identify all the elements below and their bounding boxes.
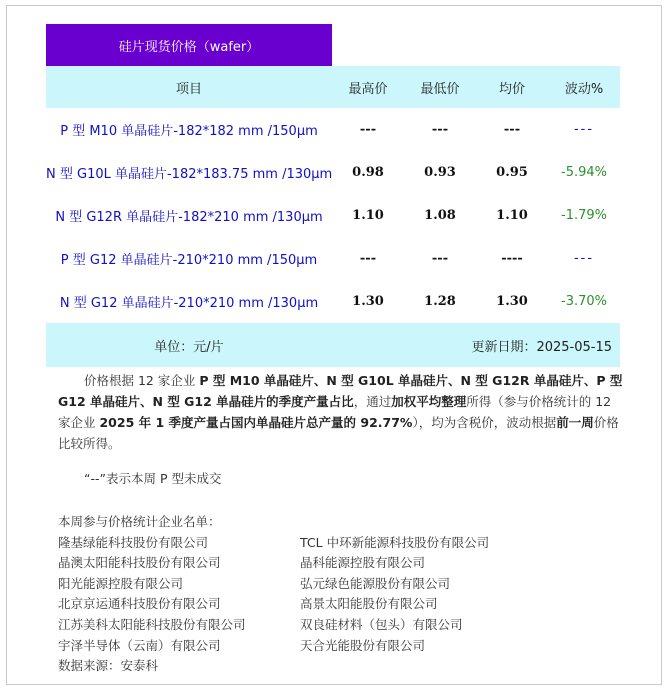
unit-label: 单位：元/片	[46, 323, 332, 367]
methodology-note	[58, 370, 624, 454]
product-name: P 型 M10 单晶硅片-182*182 mm /150μm	[60, 124, 318, 139]
note-text: 价格根据 12 家企业	[84, 373, 200, 388]
note-bold-method: 加权平均整理	[391, 394, 467, 409]
note-bold-share: 2025 年 1 季度产量占国内单晶硅片总产量的 92.77%	[99, 415, 413, 430]
company-name: 高景太阳能股份有限公司	[300, 596, 438, 612]
high-price: 0.98	[352, 165, 384, 180]
no-trade-note: “--”表示本周 P 型未成交	[84, 471, 222, 486]
company-name: 晶科能源控股有限公司	[300, 555, 426, 571]
avg-price: 0.95	[496, 165, 528, 180]
company-name: 天合光能股份有限公司	[300, 637, 426, 653]
company-list-heading: 本周参与价格统计企业名单：	[58, 514, 221, 529]
company-name: 双良硅材料（包头）有限公司	[300, 616, 463, 632]
high-price: ---	[359, 122, 377, 137]
low-price: 1.28	[424, 294, 456, 309]
table-row	[46, 237, 620, 280]
page-title: 硅片现货价格（wafer）	[46, 24, 332, 66]
high-price: 1.10	[352, 208, 384, 223]
note-text: ，通过	[353, 394, 392, 409]
note-text: 价格比较所得。	[58, 415, 619, 451]
table-row	[46, 194, 620, 237]
company-name: 晶澳太阳能科技股份有限公司	[58, 555, 221, 571]
company-name: 弘元绿色能源股份有限公司	[300, 575, 451, 591]
product-name: N 型 G12R 单晶硅片-182*210 mm /130μm	[55, 210, 323, 225]
product-name: N 型 G10L 单晶硅片-182*183.75 mm /130μm	[46, 167, 333, 182]
low-price: ---	[431, 251, 449, 266]
company-name: 江苏美科太阳能科技股份有限公司	[58, 616, 246, 632]
product-name: N 型 G12 单晶硅片-210*210 mm /130μm	[59, 296, 319, 311]
price-change: -1.79%	[561, 208, 607, 223]
update-date: 更新日期：2025-05-15	[332, 323, 620, 367]
high-price: 1.30	[352, 294, 384, 309]
avg-price: 1.30	[496, 294, 528, 309]
price-change: ---	[573, 122, 595, 137]
company-name: 宇泽半导体（云南）有限公司	[58, 637, 221, 653]
company-name: 隆基绿能科技股份有限公司	[58, 534, 209, 550]
low-price: 0.93	[424, 165, 456, 180]
low-price: ---	[431, 122, 449, 137]
price-change: -5.94%	[561, 165, 607, 180]
price-change: ---	[573, 251, 595, 266]
table-row	[46, 151, 620, 194]
header-change: 波动%	[548, 66, 620, 108]
header-low: 最低价	[404, 66, 476, 108]
company-name: 北京京运通科技股份有限公司	[58, 596, 221, 612]
header-item: 项目	[46, 66, 332, 108]
table-footer-row	[46, 323, 620, 367]
data-source: 数据来源：安泰科	[58, 658, 159, 674]
note-text: ），均为含税价，波动根据	[412, 415, 557, 430]
table-row	[46, 280, 620, 323]
note-text: 所得（参与价格统计的 12 家企业	[58, 394, 612, 430]
low-price: 1.08	[424, 208, 456, 223]
product-name: P 型 G12 单晶硅片-210*210 mm /150μm	[60, 253, 318, 268]
price-table	[46, 66, 620, 367]
avg-price: 1.10	[496, 208, 528, 223]
header-avg: 均价	[476, 66, 548, 108]
header-high: 最高价	[332, 66, 404, 108]
avg-price: ---	[503, 122, 521, 137]
company-name: TCL 中环新能源科技股份有限公司	[300, 534, 490, 550]
note-bold-period: 前一周	[556, 415, 594, 430]
table-row	[46, 108, 620, 151]
high-price: ---	[359, 251, 377, 266]
note-bold-products: P 型 M10 单晶硅片、N 型 G10L 单晶硅片、N 型 G12R 单晶硅片、P 型 G12 单晶硅片、N 型 G12 单晶硅片的季度产量占比	[58, 373, 623, 409]
company-list	[58, 512, 624, 677]
avg-price: ----	[501, 251, 523, 266]
company-name: 阳光能源控股有限公司	[58, 575, 184, 591]
price-change: -3.70%	[561, 294, 607, 309]
company-grid	[58, 533, 624, 657]
table-header-row	[46, 66, 620, 108]
